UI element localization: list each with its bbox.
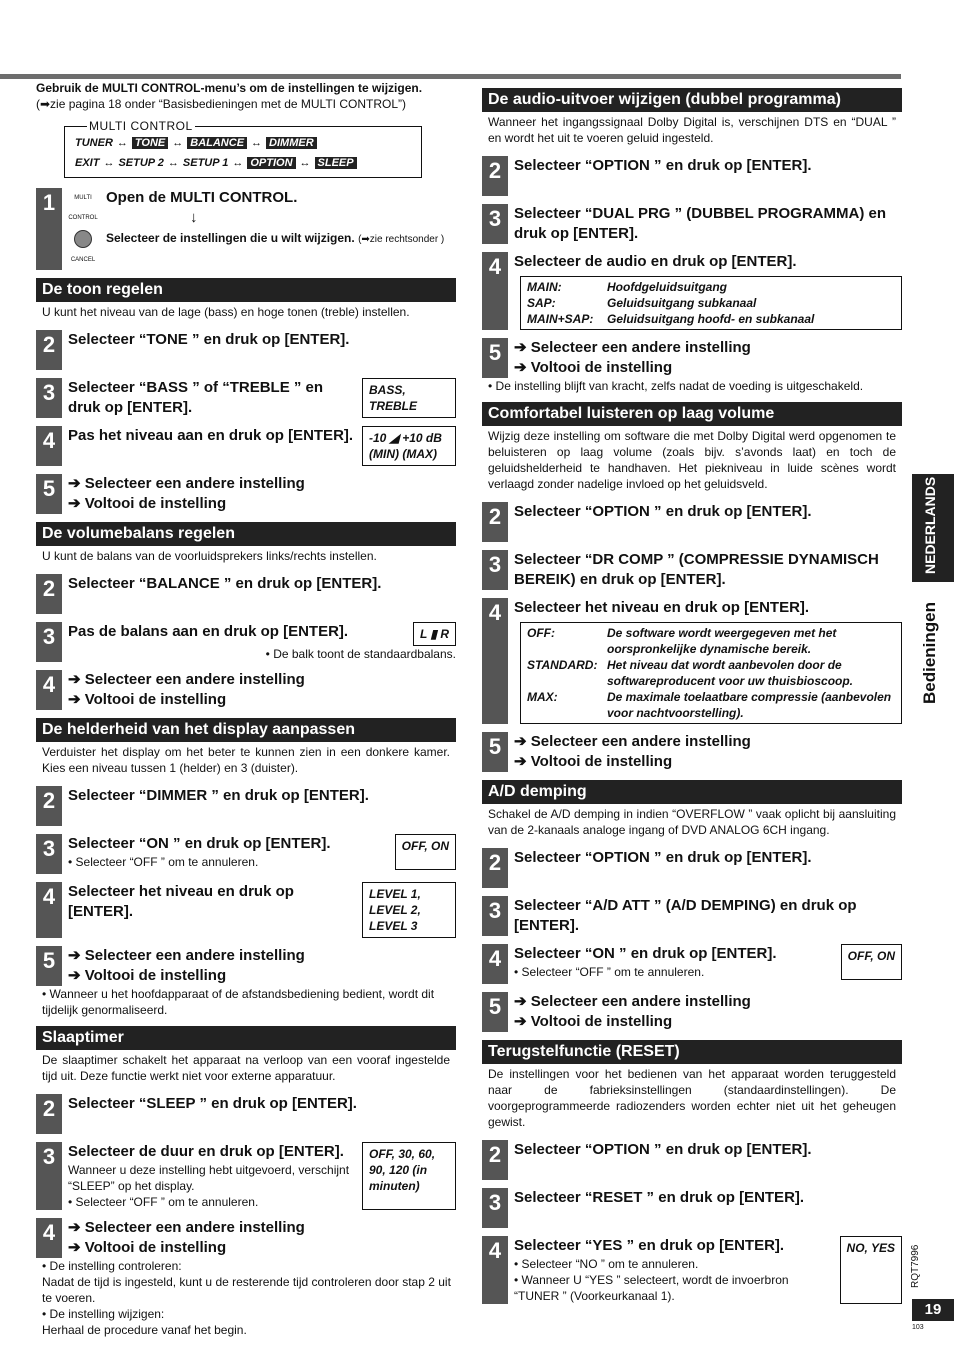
option-value: Het niveau dat wordt aanbevolen door de softwareproducent voor uw thuisbioscoop. xyxy=(607,658,854,688)
step-body xyxy=(62,1094,456,1134)
mc-item: OPTION xyxy=(247,157,295,169)
step xyxy=(36,330,456,370)
step-text: Selecteer de duur en druk op [ENTER]. Wanneer u deze instelling hebt uitgevoerd, verschijnt “SLEEP” op het display. • Selecteer “OFF ” om te annuleren. xyxy=(68,1142,354,1210)
step-body xyxy=(62,330,456,370)
step-text: Selecteer “DR COMP ” (COMPRESSIE DYNAMISCH BEREIK) en druk op [ENTER]. xyxy=(514,551,879,588)
step xyxy=(482,598,902,724)
step-number: 4 xyxy=(36,882,62,938)
step-number: 5 xyxy=(482,732,508,772)
mc-item: SETUP 1 xyxy=(182,157,229,169)
option-value: De software wordt weergegeven met het oorspronkelijke dynamische bereik. xyxy=(607,626,837,656)
step1-line2: Selecteer de instellingen die u wilt wijzigen. xyxy=(106,231,355,245)
step xyxy=(36,1142,456,1210)
option-key: STANDARD: xyxy=(527,658,598,672)
step xyxy=(482,732,902,772)
option-row xyxy=(527,279,895,295)
step-row xyxy=(514,944,902,980)
step-number: 2 xyxy=(482,1140,508,1180)
step-number: 2 xyxy=(36,330,62,370)
step-text: Selecteer “DIMMER ” en druk op [ENTER]. xyxy=(68,787,369,804)
step-row xyxy=(68,1094,456,1114)
step-number: 3 xyxy=(36,378,62,418)
step xyxy=(36,574,456,614)
intro-line2: (➡zie pagina 18 onder “Basisbedieningen met de MULTI CONTROL”) xyxy=(36,97,406,111)
step-row xyxy=(68,378,456,418)
step-text: Selecteer “OPTION ” en druk op [ENTER]. xyxy=(514,1141,812,1158)
option-key: SAP: xyxy=(527,296,556,310)
step-number: 3 xyxy=(482,1188,508,1228)
step-number: 4 xyxy=(482,944,508,984)
step-body xyxy=(62,670,456,710)
step-number: 2 xyxy=(482,156,508,196)
section-note: • De instelling controleren: Nadat de tijd is ingesteld, kunt u de resterende tijd controleren door stap 2 uit te voeren. • De instelling wijzigen: Herhaal de procedure vanaf het begin. xyxy=(42,1259,451,1337)
step-text: Selecteer “OPTION ” en druk op [ENTER]. xyxy=(514,849,812,866)
language-tab xyxy=(912,474,954,582)
value-box: OFF, ON xyxy=(395,834,456,870)
step-body xyxy=(508,848,902,888)
mc-item: DIMMER xyxy=(266,137,317,149)
page-number: 19 xyxy=(912,1299,954,1321)
step-text: Pas de balans aan en druk op [ENTER]. xyxy=(68,623,349,640)
intro xyxy=(36,80,456,112)
step-row xyxy=(514,550,902,590)
step-body xyxy=(62,1142,456,1210)
step-row xyxy=(514,732,902,772)
section-heading: De volumebalans regelen xyxy=(36,522,456,546)
step-number: 2 xyxy=(36,786,62,826)
step-number: 4 xyxy=(482,598,508,724)
multi-control-knob-icon: MULTI CONTROL CANCEL xyxy=(68,195,98,263)
step-1 xyxy=(36,188,456,270)
section-description: De slaaptimer schakelt het apparaat na verloop van een vooraf ingestelde tijd uit. Deze functie werkt niet voor externe apparatuur. xyxy=(42,1053,450,1083)
step-number: 5 xyxy=(482,338,508,378)
step-row xyxy=(68,574,456,594)
step xyxy=(482,550,902,590)
section-label: Bedieningen xyxy=(920,601,939,704)
step xyxy=(36,946,456,986)
step xyxy=(36,670,456,710)
section-label-wrap xyxy=(912,590,954,710)
step xyxy=(482,1140,902,1180)
value-box: BASS, TREBLE xyxy=(362,378,456,418)
mc-item: SLEEP xyxy=(315,157,357,169)
step-row xyxy=(514,848,902,868)
mc-row-2 xyxy=(75,157,361,169)
step-number: 5 xyxy=(36,946,62,986)
step-body xyxy=(508,204,902,244)
step-body xyxy=(508,896,902,936)
step-row xyxy=(68,474,456,514)
mc-item: ↔ xyxy=(116,137,128,149)
step-body xyxy=(62,574,456,614)
section-heading: De audio-uitvoer wijzigen (dubbel programma) xyxy=(482,88,902,112)
step1-line1: Open de MULTI CONTROL. xyxy=(106,189,298,206)
section-heading: Slaaptimer xyxy=(36,1026,456,1050)
section-heading: De toon regelen xyxy=(36,278,456,302)
value-box: LEVEL 1, LEVEL 2, LEVEL 3 xyxy=(362,882,456,938)
step-body xyxy=(508,338,902,378)
value-box: OFF, ON xyxy=(841,944,902,980)
step-body xyxy=(62,622,456,662)
step xyxy=(36,378,456,418)
mc-item: TONE xyxy=(132,137,168,149)
step-row xyxy=(514,204,902,244)
section-heading: Terugstelfunctie (RESET) xyxy=(482,1040,902,1064)
step-number: 5 xyxy=(36,474,62,514)
multi-control-diagram xyxy=(64,119,422,178)
step-body xyxy=(508,732,902,772)
option-key: MAX: xyxy=(527,690,558,704)
step-row xyxy=(68,1218,456,1258)
section-description: U kunt het niveau van de lage (bass) en hoge tonen (treble) instellen. xyxy=(42,305,410,319)
step-body xyxy=(508,502,902,542)
step-body xyxy=(508,1236,902,1304)
value-box: L ▮ R xyxy=(413,622,456,646)
mc-item: BALANCE xyxy=(187,137,247,149)
step-body xyxy=(508,944,902,984)
option-value: Geluidsuitgang subkanaal xyxy=(607,296,757,310)
step-text: ➔ Selecteer een andere instelling ➔ Voltooi de instelling xyxy=(68,947,305,984)
step xyxy=(482,944,902,984)
section-description: Wanneer het ingangssignaal Dolby Digital is, verschijnen DTS en “DUAL ” en wordt het uit te voeren geluid ingesteld. xyxy=(488,115,896,145)
option-value: Hoofdgeluidsuitgang xyxy=(607,280,727,294)
language-label: NEDERLANDS xyxy=(922,476,938,574)
step-number: 1 xyxy=(36,188,62,270)
step xyxy=(482,502,902,542)
step-text: Selecteer “DUAL PRG ” (DUBBEL PROGRAMMA) en druk op [ENTER]. xyxy=(514,205,886,242)
step xyxy=(482,204,902,244)
step-row xyxy=(514,1188,902,1208)
step-row xyxy=(68,946,456,986)
step-row xyxy=(68,426,456,466)
step-number: 5 xyxy=(482,992,508,1032)
step-number: 4 xyxy=(36,426,62,466)
step-text: ➔ Selecteer een andere instelling ➔ Voltooi de instelling xyxy=(514,339,751,376)
mc-item: EXIT xyxy=(75,157,100,169)
step xyxy=(36,834,456,874)
step xyxy=(36,474,456,514)
top-rule xyxy=(0,74,901,79)
step-text: Selecteer “YES ” en druk op [ENTER]. • Selecteer “NO ” om te annuleren. • Wanneer U “YES ” selecteert, wordt de invoerbron “TUNER ” (Voorkeurkanaal 1). xyxy=(514,1236,832,1304)
step-body xyxy=(62,426,456,466)
mc-item: ↔ xyxy=(103,157,115,169)
step-text: Pas het niveau aan en druk op [ENTER]. xyxy=(68,427,354,444)
mc-item: ↔ xyxy=(167,157,179,169)
step-row xyxy=(514,1140,902,1160)
step-row xyxy=(68,882,456,938)
option-key: MAIN+SAP: xyxy=(527,312,594,326)
step-number: 2 xyxy=(482,502,508,542)
option-value: De maximale toelaatbare compressie (aanbevolen voor nachtvoorstelling). xyxy=(607,690,892,720)
step-number: 3 xyxy=(482,896,508,936)
step xyxy=(482,848,902,888)
step-subtext: • Selecteer “OFF ” om te annuleren. xyxy=(514,965,705,979)
step-row xyxy=(514,896,902,936)
step-body xyxy=(62,378,456,418)
mc-item: ↔ xyxy=(232,157,244,169)
section-description: Wijzig deze instelling om software die met Dolby Digital werd opgenomen te beluisteren op laag volume (zoals bijv. s’avonds laat) en toch de geluidshelderheid te handhaven. Het piekniveau in luide scènes wordt verlaagd zonder nadelige invloed op het geluidsveld. xyxy=(488,429,896,491)
step-row xyxy=(514,1236,902,1304)
step xyxy=(36,1218,456,1258)
step-text: Selecteer “OPTION ” en druk op [ENTER]. xyxy=(514,503,812,520)
small-number: 103 xyxy=(912,1324,924,1331)
step-body xyxy=(508,1188,902,1228)
step-number: 4 xyxy=(482,1236,508,1304)
step xyxy=(36,882,456,938)
step-number: 3 xyxy=(482,550,508,590)
step-subtext: • Selecteer “NO ” om te annuleren. • Wanneer U “YES ” selecteert, wordt de invoerbron “TUNER ” (Voorkeurkanaal 1). xyxy=(514,1257,789,1303)
step-body xyxy=(62,834,456,874)
step xyxy=(36,622,456,662)
step1-ref: (➡zie rechtsonder ) xyxy=(358,234,445,245)
step-text: Selecteer “SLEEP ” en druk op [ENTER]. xyxy=(68,1095,357,1112)
step-text: ➔ Selecteer een andere instelling ➔ Voltooi de instelling xyxy=(68,475,305,512)
section-heading: Comfortabel luisteren op laag volume xyxy=(482,402,902,426)
step xyxy=(36,786,456,826)
step-row xyxy=(514,156,902,176)
step-row xyxy=(514,598,902,618)
section-note: • Wanneer u het hoofdapparaat of de afstandsbediening bedient, wordt dit tijdelijk genormaliseerd. xyxy=(42,987,435,1017)
step xyxy=(482,992,902,1032)
section-heading: A/D demping xyxy=(482,780,902,804)
step-row xyxy=(68,786,456,806)
value-box: OFF, 30, 60, 90, 120 (in minuten) xyxy=(362,1142,456,1210)
step-row xyxy=(68,834,456,870)
step-body xyxy=(62,786,456,826)
option-row xyxy=(527,657,895,689)
mc-item: ↔ xyxy=(172,137,184,149)
option-row xyxy=(527,295,895,311)
step-body xyxy=(62,1218,456,1258)
option-table xyxy=(520,276,902,330)
intro-line1: Gebruik de MULTI CONTROL-menu’s om de instellingen te wijzigen. xyxy=(36,81,423,95)
step-text: ➔ Selecteer een andere instelling ➔ Voltooi de instelling xyxy=(514,733,751,770)
step-body xyxy=(508,156,902,196)
mc-item: ↔ xyxy=(251,137,263,149)
step-number: 4 xyxy=(36,670,62,710)
option-table xyxy=(520,622,902,724)
step-text: Selecteer “ON ” en druk op [ENTER]. • Selecteer “OFF ” om te annuleren. xyxy=(514,945,777,979)
step-body xyxy=(508,550,902,590)
option-row xyxy=(527,689,895,721)
step-text: Selecteer de audio en druk op [ENTER]. xyxy=(514,253,797,270)
step-text: Selecteer het niveau en druk op [ENTER]. xyxy=(514,599,810,616)
left-column xyxy=(36,80,456,1338)
step-body xyxy=(508,252,902,330)
option-key: MAIN: xyxy=(527,280,562,294)
option-row xyxy=(527,311,895,327)
section-description: Verduister het display om het beter te kunnen zien in een donkere kamer. Kies een niveau tussen 1 (helder) en 3 (duister). xyxy=(42,745,450,775)
step xyxy=(36,426,456,466)
step-row xyxy=(68,670,456,710)
mc-item: ↔ xyxy=(299,157,311,169)
step-row xyxy=(68,622,456,646)
step-number: 3 xyxy=(482,204,508,244)
section-description: U kunt de balans van de voorluidsprekers links/rechts instellen. xyxy=(42,549,377,563)
step-body xyxy=(62,474,456,514)
step-body xyxy=(62,882,456,938)
step-text: ➔ Selecteer een andere instelling ➔ Voltooi de instelling xyxy=(68,1219,305,1256)
value-box: -10 ◢ +10 dB (MIN) (MAX) xyxy=(362,426,456,466)
step-text: Selecteer “BASS ” of “TREBLE ” en druk op [ENTER]. xyxy=(68,379,324,416)
option-row xyxy=(527,625,895,657)
doc-code: RQT7996 xyxy=(910,1244,921,1288)
step-number: 4 xyxy=(36,1218,62,1258)
mc-title: MULTI CONTROL xyxy=(89,119,193,133)
step-number: 3 xyxy=(36,1142,62,1210)
step xyxy=(482,338,902,378)
step-row xyxy=(514,338,902,378)
step-text: Selecteer het niveau en druk op [ENTER]. xyxy=(68,883,294,920)
mc-row-1 xyxy=(75,137,321,149)
step-number: 3 xyxy=(36,834,62,874)
step-number: 2 xyxy=(36,574,62,614)
step-text: Selecteer “TONE ” en druk op [ENTER]. xyxy=(68,331,350,348)
step-text: ➔ Selecteer een andere instelling ➔ Voltooi de instelling xyxy=(514,993,751,1030)
step-subtext: • Selecteer “OFF ” om te annuleren. xyxy=(68,855,259,869)
step-number: 2 xyxy=(36,1094,62,1134)
right-column xyxy=(482,80,902,1304)
step-text: ➔ Selecteer een andere instelling ➔ Voltooi de instelling xyxy=(68,671,305,708)
step-text: Selecteer “ON ” en druk op [ENTER]. • Selecteer “OFF ” om te annuleren. xyxy=(68,835,331,869)
option-value: Geluidsuitgang hoofd- en subkanaal xyxy=(607,312,815,326)
mc-item: SETUP 2 xyxy=(118,157,164,169)
step xyxy=(482,252,902,330)
step-text: Selecteer “RESET ” en druk op [ENTER]. xyxy=(514,1189,805,1206)
step xyxy=(482,1188,902,1228)
step-row xyxy=(514,252,902,272)
step-row xyxy=(514,992,902,1032)
step xyxy=(482,156,902,196)
section-description: De instellingen voor het bedienen van het apparaat worden teruggesteld naar de fabrieksinstellingen (standaardinstellingen). De voorgeprogrammeerde radiozenders worden echter niet uit het geheugen gewist. xyxy=(488,1067,896,1129)
step-row xyxy=(68,330,456,350)
section-description: Schakel de A/D demping in indien “OVERFLOW ” vaak oplicht bij aansluiting van de 2-kanaals analoge ingang of DVD ANALOG 6CH ingang. xyxy=(488,807,896,837)
value-box: NO, YES xyxy=(840,1236,902,1304)
step xyxy=(482,1236,902,1304)
step-body xyxy=(508,1140,902,1180)
step-number: 4 xyxy=(482,252,508,330)
option-key: OFF: xyxy=(527,626,555,640)
right-sections xyxy=(482,88,902,1304)
doc-code-wrap xyxy=(906,1240,926,1290)
section-note: • De instelling blijft van kracht, zelfs nadat de voeding is uitgeschakeld. xyxy=(488,379,864,393)
down-arrow-icon: ↓ xyxy=(190,209,198,226)
left-sections xyxy=(36,278,456,1338)
mc-item: TUNER xyxy=(75,137,113,149)
step-body xyxy=(508,992,902,1032)
step-body xyxy=(508,598,902,724)
step-text: Selecteer “A/D ATT ” (A/D DEMPING) en druk op [ENTER]. xyxy=(514,897,857,934)
step-row xyxy=(68,1142,456,1210)
step-number: 2 xyxy=(482,848,508,888)
step-number: 3 xyxy=(36,622,62,662)
step xyxy=(36,1094,456,1134)
step xyxy=(482,896,902,936)
step-row xyxy=(514,502,902,522)
section-heading: De helderheid van het display aanpassen xyxy=(36,718,456,742)
step-note: • De balk toont de standaardbalans. xyxy=(265,647,456,661)
step-text: Selecteer “OPTION ” en druk op [ENTER]. xyxy=(514,157,812,174)
step-subtext: Wanneer u deze instelling hebt uitgevoerd, verschijnt “SLEEP” op het display. • Selecteer “OFF ” om te annuleren. xyxy=(68,1163,350,1209)
step-text: Selecteer “BALANCE ” en druk op [ENTER]. xyxy=(68,575,382,592)
step-body xyxy=(62,946,456,986)
